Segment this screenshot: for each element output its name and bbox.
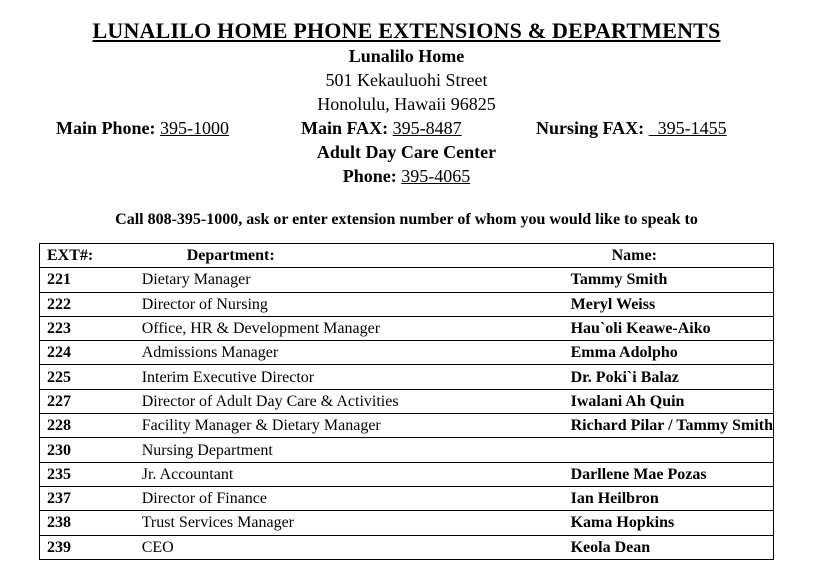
table-row — [40, 486, 774, 510]
name-cell: Kama Hopkins — [564, 511, 774, 535]
department-cell: Facility Manager & Dietary Manager — [135, 414, 564, 438]
ext-cell: 222 — [40, 292, 135, 316]
name-cell: Darllene Mae Pozas — [564, 462, 774, 486]
name-cell: Richard Pilar / Tammy Smith — [564, 414, 774, 438]
department-cell: CEO — [135, 535, 564, 559]
department-cell: Interim Executive Director — [135, 365, 564, 389]
name-column-header: Name: — [564, 244, 774, 268]
department-cell: Director of Finance — [135, 486, 564, 510]
table-row — [40, 462, 774, 486]
ext-cell: 237 — [40, 486, 135, 510]
name-cell: Keola Dean — [564, 535, 774, 559]
adc-phone-label: Phone: — [342, 166, 397, 186]
name-cell: Emma Adolpho — [564, 341, 774, 365]
adc-phone-line — [0, 166, 813, 187]
ext-cell: 221 — [40, 268, 135, 292]
name-cell: Dr. Poki`i Balaz — [564, 365, 774, 389]
table-row — [40, 535, 774, 559]
nursing-fax-number[interactable]: 395-1455 — [648, 118, 727, 138]
table-row — [40, 389, 774, 413]
main-fax-group — [301, 118, 462, 139]
table-row — [40, 365, 774, 389]
table-row — [40, 268, 774, 292]
street-address: 501 Kekauluohi Street — [325, 70, 488, 90]
department-cell: Director of Nursing — [135, 292, 564, 316]
table-row — [40, 341, 774, 365]
phone-fax-row — [0, 118, 813, 142]
main-phone-number[interactable]: 395-1000 — [160, 118, 230, 138]
main-phone-group — [56, 118, 229, 139]
ext-cell: 224 — [40, 341, 135, 365]
table-row — [40, 292, 774, 316]
ext-cell: 227 — [40, 389, 135, 413]
department-cell: Jr. Accountant — [135, 462, 564, 486]
department-column-header: Department: — [135, 244, 564, 268]
name-cell: Tammy Smith — [564, 268, 774, 292]
table-row — [40, 511, 774, 535]
department-cell: Office, HR & Development Manager — [135, 316, 564, 340]
name-cell: Ian Heilbron — [564, 486, 774, 510]
name-cell: Iwalani Ah Quin — [564, 389, 774, 413]
main-fax-number[interactable]: 395-8487 — [392, 118, 462, 138]
name-cell — [564, 438, 774, 462]
ext-column-header: EXT#: — [40, 244, 135, 268]
department-cell: Admissions Manager — [135, 341, 564, 365]
table-row — [40, 414, 774, 438]
ext-cell: 230 — [40, 438, 135, 462]
city-address: Honolulu, Hawaii 96825 — [317, 94, 496, 114]
department-cell: Director of Adult Day Care & Activities — [135, 389, 564, 413]
department-cell: Trust Services Manager — [135, 511, 564, 535]
ext-cell: 228 — [40, 414, 135, 438]
ext-cell: 238 — [40, 511, 135, 535]
department-cell: Nursing Department — [135, 438, 564, 462]
call-instructions: Call 808-395-1000, ask or enter extension number of whom you would like to speak to — [115, 211, 698, 228]
extensions-table — [39, 243, 774, 560]
table-row — [40, 316, 774, 340]
table-header-row — [40, 244, 774, 268]
main-fax-label: Main FAX: — [301, 118, 389, 138]
adult-day-care-heading: Adult Day Care Center — [316, 142, 497, 162]
adc-phone-number[interactable]: 395-4065 — [401, 166, 471, 186]
page-title: LUNALILO HOME PHONE EXTENSIONS & DEPARTMENTS — [92, 18, 721, 43]
ext-cell: 225 — [40, 365, 135, 389]
org-name: Lunalilo Home — [348, 46, 465, 66]
department-cell: Dietary Manager — [135, 268, 564, 292]
name-cell: Hau`oli Keawe-Aiko — [564, 316, 774, 340]
ext-cell: 223 — [40, 316, 135, 340]
main-phone-label: Main Phone: — [56, 118, 156, 138]
ext-cell: 235 — [40, 462, 135, 486]
ext-cell: 239 — [40, 535, 135, 559]
table-row — [40, 438, 774, 462]
name-cell: Meryl Weiss — [564, 292, 774, 316]
nursing-fax-group — [536, 118, 727, 139]
nursing-fax-label: Nursing FAX: — [536, 118, 645, 138]
